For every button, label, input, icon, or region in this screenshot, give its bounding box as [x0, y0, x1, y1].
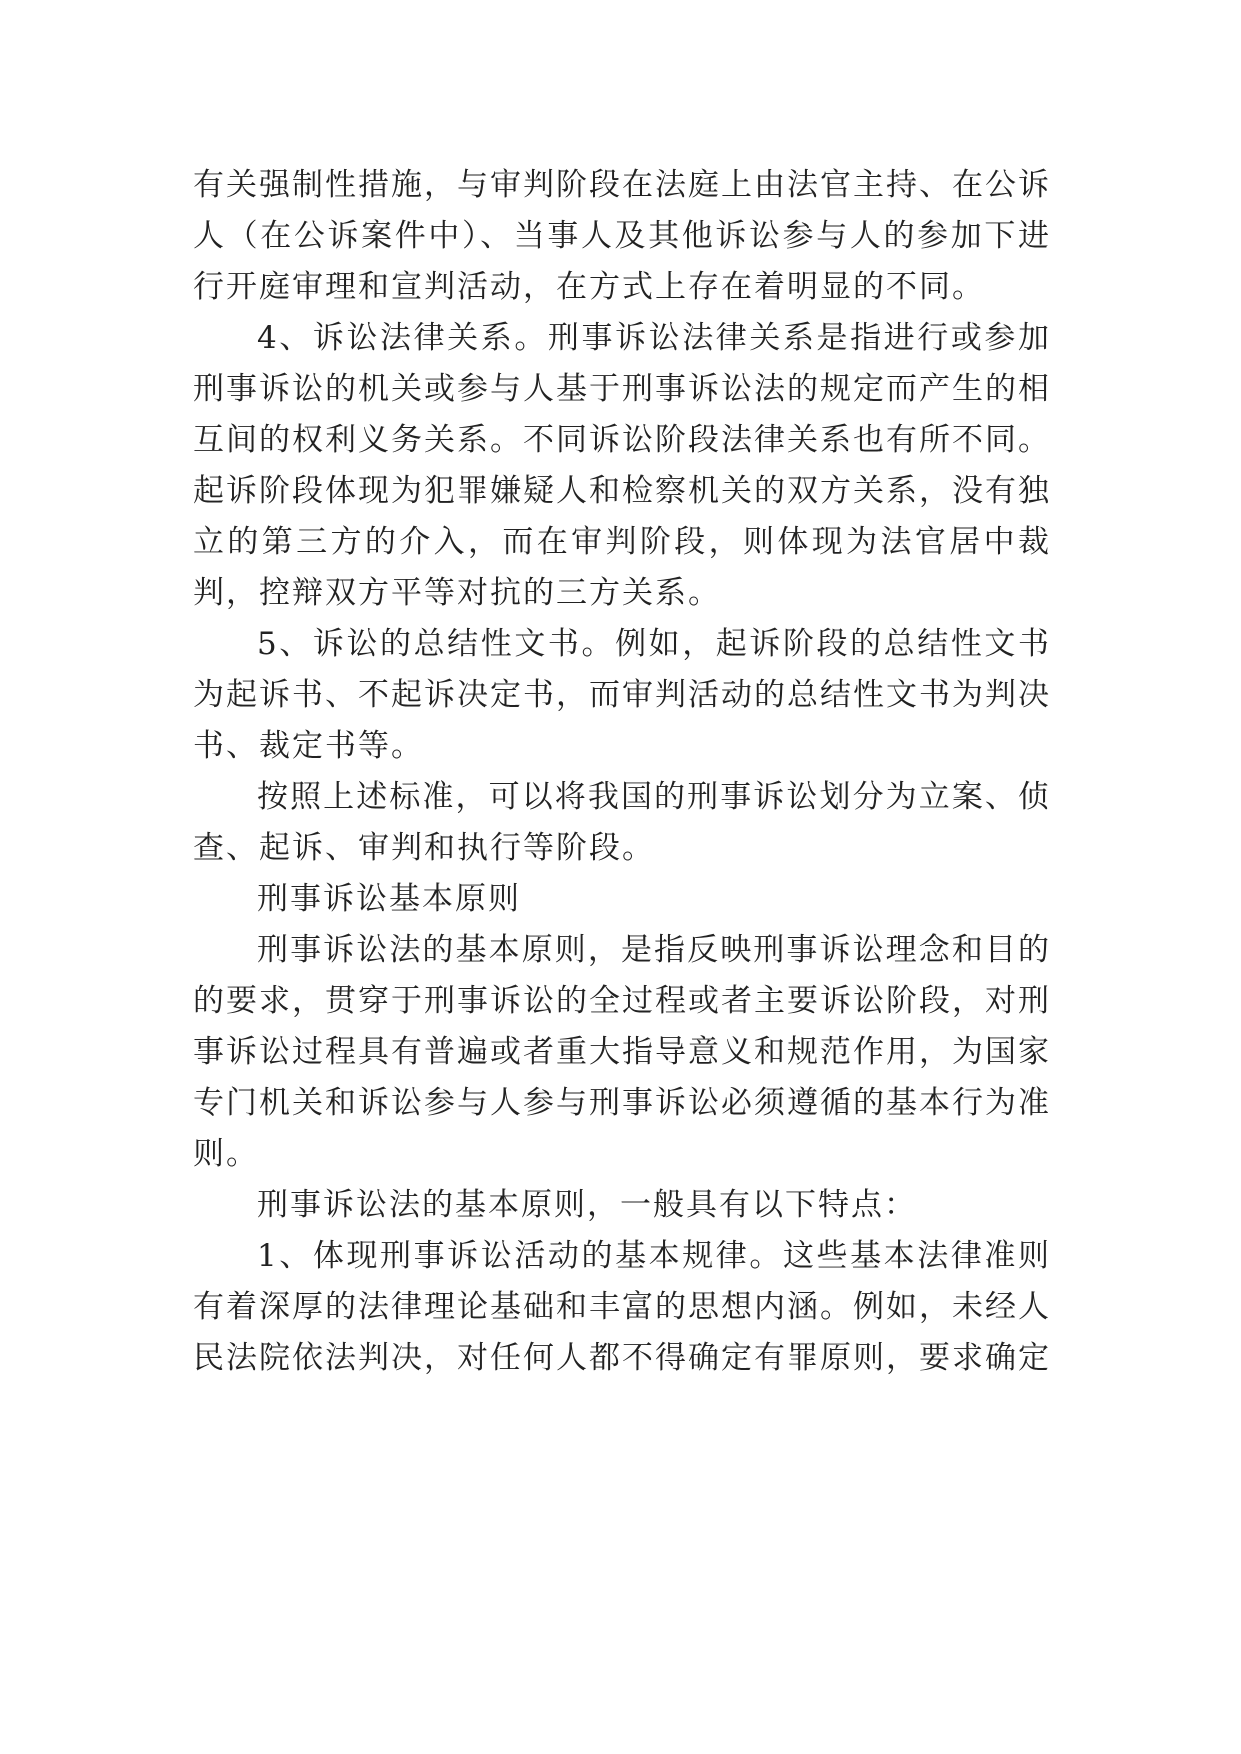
paragraph-principles-definition: 刑事诉讼法的基本原则，是指反映刑事诉讼理念和目的的要求，贯穿于刑事诉讼的全过程或者主要诉讼阶段，对刑事诉讼过程具有普遍或者重大指导意义和规范作用，为国家专门机关和诉讼参与人参与刑事诉讼必须遵循的基本行为准则。 [193, 932, 1051, 1172]
paragraph-principles-features-intro: 刑事诉讼法的基本原则，一般具有以下特点： [257, 1187, 917, 1223]
paragraph-continuation: 有关强制性措施，与审判阶段在法庭上由法官主持、在公诉人（在公诉案件中）、当事人及其他诉讼参与人的参加下进行开庭审理和宣判活动，在方式上存在着明显的不同。 [193, 167, 1051, 305]
paragraph-stage-division: 按照上述标准，可以将我国的刑事诉讼划分为立案、侦查、起诉、审判和执行等阶段。 [193, 779, 1051, 866]
paragraph-feature-one: 1、体现刑事诉讼活动的基本规律。这些基本法律准则有着深厚的法律理论基础和丰富的思想内涵。例如，未经人民法院依法判决，对任何人都不得确定有罪原则，要求确定 [193, 1238, 1051, 1376]
section-heading-basic-principles: 刑事诉讼基本原则 [257, 881, 521, 917]
document-body [193, 160, 1051, 1384]
paragraph-summary-documents: 5、诉讼的总结性文书。例如，起诉阶段的总结性文书为起诉书、不起诉决定书，而审判活动的总结性文书为判决书、裁定书等。 [193, 626, 1051, 764]
paragraph-litigation-legal-relation: 4、诉讼法律关系。刑事诉讼法律关系是指进行或参加刑事诉讼的机关或参与人基于刑事诉讼法的规定而产生的相互间的权利义务关系。不同诉讼阶段法律关系也有所不同。起诉阶段体现为犯罪嫌疑人和检察机关的双方关系，没有独立的第三方的介入，而在审判阶段，则体现为法官居中裁判，控辩双方平等对抗的三方关系。 [193, 320, 1051, 611]
